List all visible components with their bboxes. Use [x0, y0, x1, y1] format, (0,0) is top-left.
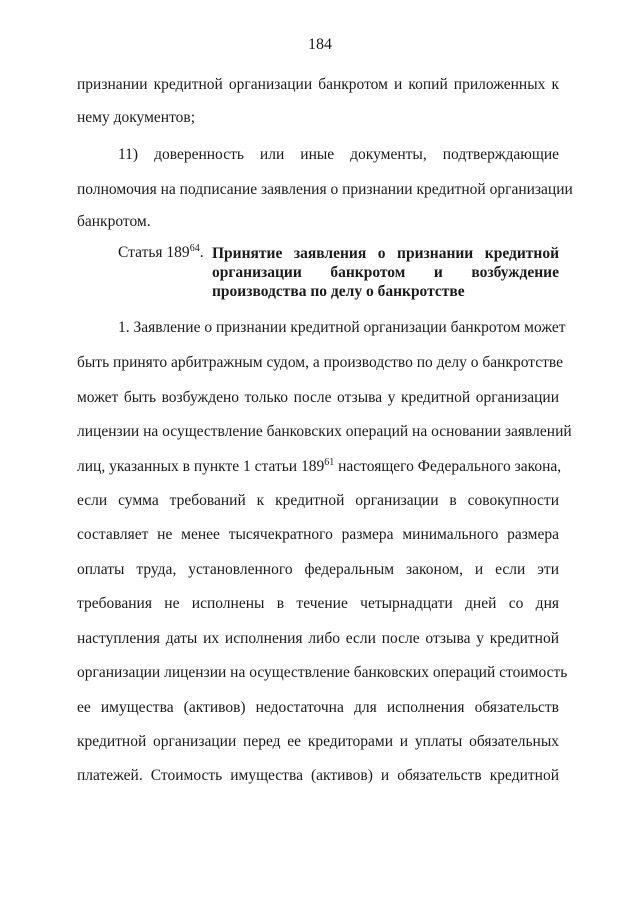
article-title-line: Принятие заявления о признании кредитной — [212, 245, 559, 262]
article-title-line: организации банкротом и возбуждение — [212, 264, 559, 281]
paragraph-line: кредитной организации перед ее кредиторами и уплаты обязательных — [77, 733, 559, 750]
text-line: полномочия на подписание заявления о признании кредитной организации — [77, 181, 573, 198]
paragraph-line: 1. Заявление о признании кредитной организации банкротом может — [118, 319, 566, 336]
text-line: нему документов; — [77, 109, 196, 126]
paragraph-line: может быть возбуждено только после отзыва у кредитной организации — [77, 389, 559, 406]
paragraph-line: организации лицензии на осуществление банковских операций стоимость — [77, 664, 568, 681]
paragraph-line — [77, 457, 562, 477]
list-item-11: 11) доверенность или иные документы, подтверждающие — [118, 146, 559, 163]
paragraph-line: оплаты труда, установленного федеральным законом, и если эти — [77, 561, 559, 578]
paragraph-line: ее имущества (активов) недостаточна для исполнения обязательств — [77, 699, 559, 716]
reference-sup: 61 — [324, 457, 335, 468]
page-number: 184 — [308, 36, 332, 53]
article-label — [118, 243, 204, 263]
article-label-sup: 64 — [189, 243, 200, 254]
text-line: признании кредитной организации банкротом и копий приложенных к — [77, 76, 559, 93]
paragraph-text: настоящего Федерального закона, — [334, 458, 562, 475]
paragraph-line: платежей. Стоимость имущества (активов) и обязательств кредитной — [77, 767, 559, 784]
paragraph-line: лицензии на осуществление банковских операций на основании заявлений — [77, 423, 572, 440]
article-label-dot: . — [199, 244, 204, 261]
article-title-line: производства по делу о банкротстве — [212, 283, 465, 300]
paragraph-text: лиц, указанных в пункте 1 статьи 189 — [77, 458, 325, 475]
paragraph-line: если сумма требований к кредитной организации в совокупности — [77, 492, 559, 509]
paragraph-line: составляет не менее тысячекратного размера минимального размера — [77, 526, 559, 543]
text-line: банкротом. — [77, 213, 151, 230]
article-label-text: Статья 189 — [118, 244, 190, 261]
paragraph-line: наступления даты их исполнения либо если после отзыва у кредитной — [77, 630, 559, 647]
paragraph-line: быть принято арбитражным судом, а производство по делу о банкротстве — [77, 354, 563, 371]
paragraph-line: требования не исполнены в течение четырнадцати дней со дня — [77, 595, 559, 612]
